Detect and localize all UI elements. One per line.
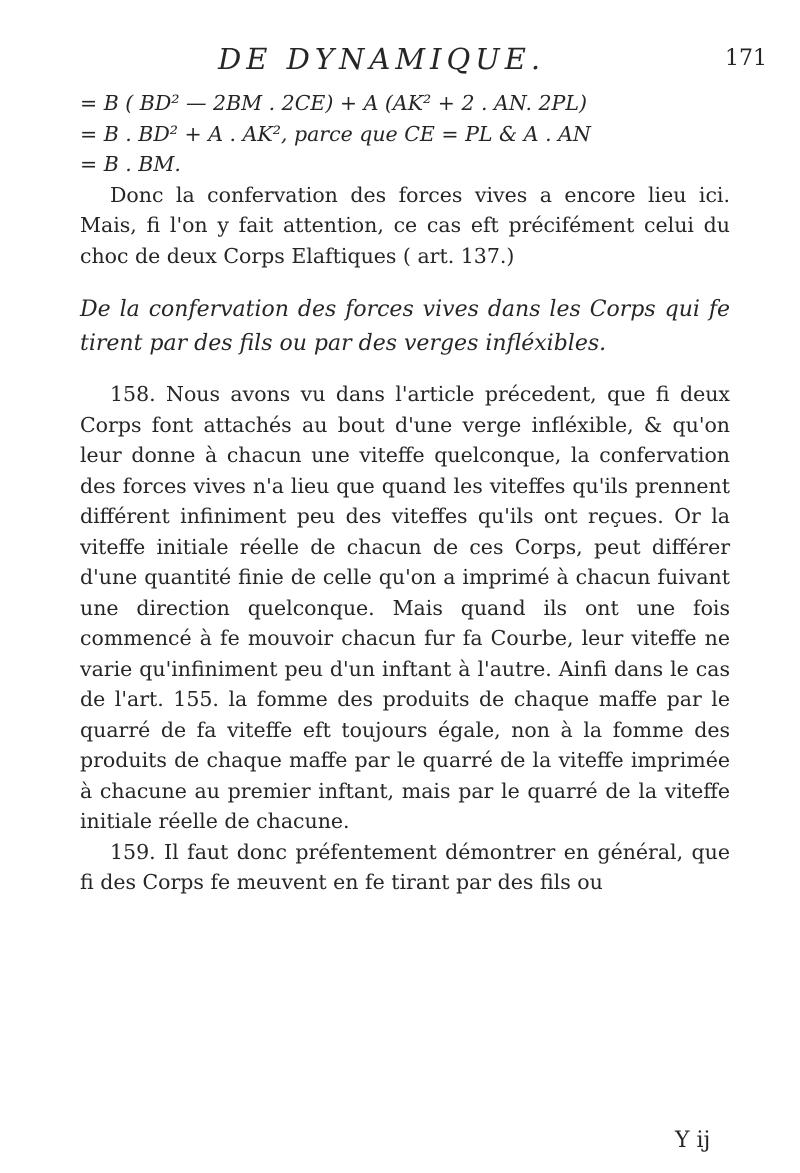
paragraph-conservation: Donc la confervation des forces vives a encore lieu ici. Mais, fi l'on y fait attention, ce cas eft précifément celui du choc de deux Corps Elaftiques ( art. 137.) bbox=[80, 182, 730, 268]
paragraph-158: 158. Nous avons vu dans l'article précedent, que fi deux Corps font attachés au bout d'une verge infléxible, & qu'on leur donne à chacun une viteffe quelconque, la confervation des forces vives n'a lieu que quand les viteffes qu'ils prennent différent infiniment peu des viteffes qu'ils ont reçues. Or la viteffe initiale réelle de chacun de ces Corps, peut différer d'une quantité finie de celle qu'on a imprimé à chacun fuivant une direction quelconque. Mais quand ils ont une fois commencé à fe mouvoir chacun fur fa Courbe, leur viteffe ne varie qu'infiniment peu d'un inftant à l'autre. Ainfi dans le cas de l'art. 155. la fomme des produits de chaque maffe par le quarré de fa viteffe eft toujours égale, non à la fomme des produits de chaque maffe par le quarré de la viteffe imprimée à chacune au premier inftant, mais par le quarré de la viteffe initiale réelle de chacune. bbox=[80, 382, 730, 833]
section-heading: De la confervation des forces vives dans les Corps qui fe tirent par des fils ou par des verges infléxibles. bbox=[80, 297, 730, 356]
equation-line-2: = B . BD² + A . AK², parce que CE = PL & A . AN bbox=[80, 121, 591, 146]
body-text bbox=[80, 88, 730, 898]
running-title: DE DYNAMIQUE. bbox=[218, 42, 546, 76]
equation-line-1: = B ( BD² — 2BM . 2CE) + A (AK² + 2 . AN. 2PL) bbox=[80, 91, 587, 115]
page-number: 171 bbox=[725, 46, 767, 71]
signature-mark: Y ij bbox=[675, 1128, 711, 1153]
paragraph-159: 159. Il faut donc préfentement démontrer en général, que fi des Corps fe meuvent en fe tirant par des fils ou bbox=[80, 839, 730, 894]
equation-line-3: = B . BM. bbox=[80, 152, 181, 176]
running-header bbox=[0, 42, 800, 82]
